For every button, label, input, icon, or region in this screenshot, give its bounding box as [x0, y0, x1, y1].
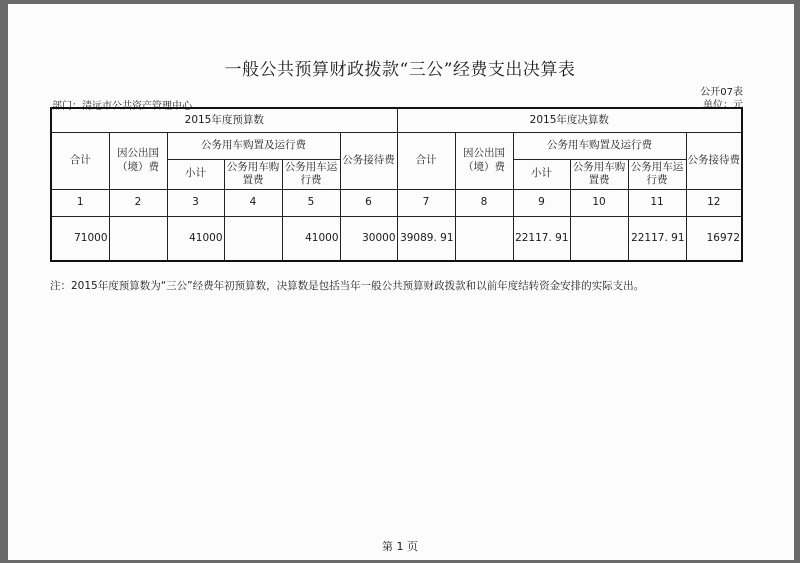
index-cell: 1 — [51, 189, 109, 216]
header-vehicle-operation: 公务用车运行费 — [282, 159, 340, 189]
header-overseas: 因公出国（境）费 — [455, 132, 513, 189]
data-cell: 39089. 91 — [397, 216, 455, 261]
data-cell: 30000 — [340, 216, 397, 261]
index-cell: 5 — [282, 189, 340, 216]
page-number: 第 1 页 — [382, 540, 418, 553]
page-title: 一般公共预算财政拨款“三公”经费支出决算表 — [224, 60, 576, 80]
data-cell: 16972 — [686, 216, 742, 261]
index-cell: 11 — [628, 189, 686, 216]
data-cell: 22117. 91 — [628, 216, 686, 261]
data-cell: 41000 — [282, 216, 340, 261]
index-cell: 2 — [109, 189, 167, 216]
header-subtotal: 小计 — [513, 159, 570, 189]
header-reception: 公务接待费 — [340, 132, 397, 189]
data-cell — [224, 216, 282, 261]
header-total: 合计 — [51, 132, 109, 189]
header-vehicle-operation: 公务用车运行费 — [628, 159, 686, 189]
header-overseas: 因公出国（境）费 — [109, 132, 167, 189]
data-cell — [570, 216, 628, 261]
index-cell: 12 — [686, 189, 742, 216]
footnote: 注：2015年度预算数为“三公”经费年初预算数，决算数是包括当年一般公共预算财政拨款和以前年度结转资金安排的实际支出。 — [50, 280, 645, 292]
index-cell: 6 — [340, 189, 397, 216]
header-total: 合计 — [397, 132, 455, 189]
index-cell: 7 — [397, 189, 455, 216]
index-cell: 10 — [570, 189, 628, 216]
unit-label: 单位：元 — [703, 100, 743, 111]
header-subtotal: 小计 — [167, 159, 224, 189]
header-reception: 公务接待费 — [686, 132, 742, 189]
actual-header: 2015年度决算数 — [397, 108, 742, 132]
index-row — [51, 189, 742, 216]
header-vehicle-purchase: 公务用车购置费 — [570, 159, 628, 189]
data-cell: 22117. 91 — [513, 216, 570, 261]
data-cell: 41000 — [167, 216, 224, 261]
department-label: 部门：清远市公共资产管理中心 — [52, 101, 192, 112]
expense-table — [50, 107, 743, 262]
index-cell: 9 — [513, 189, 570, 216]
data-cell — [109, 216, 167, 261]
index-cell: 8 — [455, 189, 513, 216]
index-cell: 4 — [224, 189, 282, 216]
header-vehicle-group: 公务用车购置及运行费 — [167, 132, 340, 159]
data-cell — [455, 216, 513, 261]
header-vehicle-group: 公务用车购置及运行费 — [513, 132, 686, 159]
form-number: 公开07表 — [700, 87, 743, 98]
index-cell: 3 — [167, 189, 224, 216]
data-cell: 71000 — [51, 216, 109, 261]
budget-header: 2015年度预算数 — [51, 108, 397, 132]
data-row — [51, 216, 742, 261]
header-vehicle-purchase: 公务用车购置费 — [224, 159, 282, 189]
